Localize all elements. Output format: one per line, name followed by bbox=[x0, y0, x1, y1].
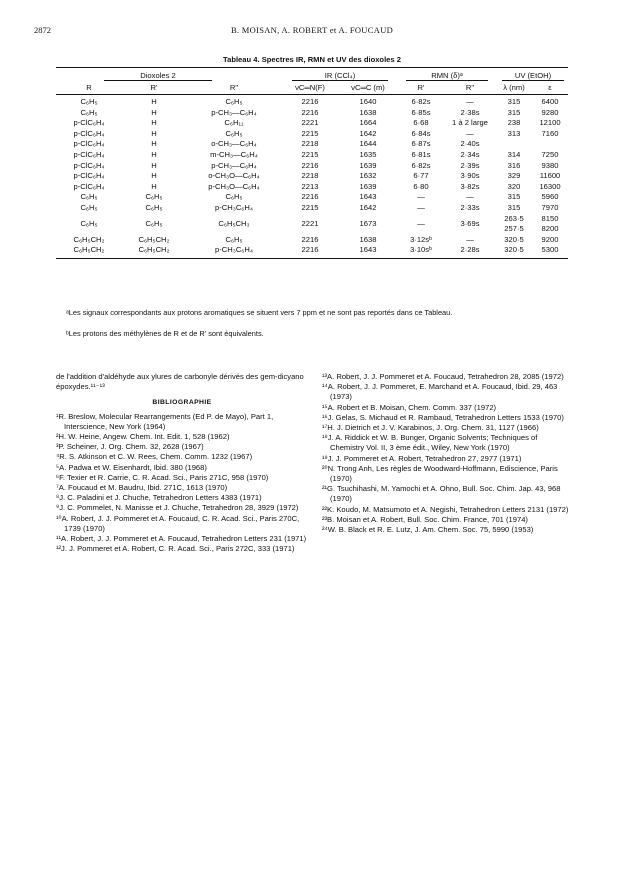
table-bottom-rule bbox=[56, 258, 568, 259]
table-row bbox=[56, 214, 568, 235]
cell: C₆H₅ bbox=[80, 218, 98, 228]
cell: H bbox=[151, 107, 157, 117]
bibliography-heading: BIBLIOGRAPHIE bbox=[152, 399, 212, 407]
cell: 12100 bbox=[539, 118, 561, 128]
cell: 9280 bbox=[541, 107, 559, 117]
cell: 320 bbox=[507, 181, 521, 191]
col-header: R' bbox=[150, 83, 158, 92]
table-row bbox=[56, 182, 568, 193]
cell: H bbox=[151, 118, 157, 128]
reference-item: ⁴R. S. Atkinson et C. W. Rees, Chem. Comm. 1232 (1967) bbox=[56, 452, 253, 462]
cell: 1673 bbox=[359, 218, 377, 228]
table-body bbox=[56, 97, 568, 214]
cell: C₆H₅CH₂ bbox=[138, 234, 170, 244]
cell: 1638 bbox=[359, 234, 377, 244]
cell: 3·69s bbox=[460, 218, 480, 228]
reference-item: ¹⁹J. J. Pommeret et A. Robert, Tetrahedron 27, 2977 (1971) bbox=[322, 453, 522, 463]
cell: 2216 bbox=[301, 160, 319, 170]
cell: H bbox=[151, 171, 157, 181]
reference-item: ²⁴W. B. Black et R. E. Lutz, J. Am. Chem. Soc. 75, 5990 (1953) bbox=[322, 525, 534, 535]
table-row bbox=[56, 129, 568, 140]
reference-item: ³P. Scheiner, J. Org. Chem. 32, 2628 (1967) bbox=[56, 442, 204, 452]
group-header-uv: UV (EtOH) bbox=[502, 71, 564, 81]
reference-item: ⁶F. Texier et R. Carrie, C. R. Acad. Sci., Paris 271C, 958 (1970) bbox=[56, 472, 269, 482]
cell: 2218 bbox=[301, 139, 319, 149]
cell: p-ClC₆H₄ bbox=[73, 160, 105, 170]
cell: H bbox=[151, 149, 157, 159]
cell: 2·28s bbox=[460, 245, 480, 255]
cell: p-ClC₆H₄ bbox=[73, 118, 105, 128]
cell: 6·80 bbox=[413, 181, 429, 191]
reference-item: ⁵A. Padwa et W. Eisenhardt, Ibid. 380 (1968) bbox=[56, 462, 207, 472]
cell: C₆H₅ bbox=[145, 202, 163, 212]
cell: 1642 bbox=[359, 128, 377, 138]
right-column bbox=[322, 372, 570, 535]
cell: 2216 bbox=[301, 234, 319, 244]
reference-item: ²H. W. Heine, Angew. Chem. Int. Edit. 1, 528 (1962) bbox=[56, 432, 230, 442]
cell: H bbox=[151, 139, 157, 149]
cell: p-ClC₆H₄ bbox=[73, 139, 105, 149]
cell: 1643 bbox=[359, 192, 377, 202]
reference-item: ¹⁷H. J. Dietrich et J. V. Karabinos, J. Org. Chem. 31, 1127 (1966) bbox=[322, 423, 539, 433]
cell: p-ClC₆H₄ bbox=[73, 171, 105, 181]
reference-item: ⁸J. C. Paladini et J. Chuche, Tetrahedron Letters 4383 (1971) bbox=[56, 493, 262, 503]
cell: C₆H₅ bbox=[225, 97, 243, 106]
cell: 11600 bbox=[539, 171, 561, 181]
cell: — bbox=[466, 97, 474, 106]
cell: 7160 bbox=[541, 128, 559, 138]
reference-item: ¹¹A. Robert, J. J. Pommeret et A. Foucaud, Tetrahedron Letters 231 (1971) bbox=[56, 534, 307, 544]
cell: 2221 bbox=[301, 118, 319, 128]
reference-item: ²³B. Moisan et A. Robert, Bull. Soc. Chim. France, 701 (1974) bbox=[322, 514, 528, 524]
cell: m-CH₃—C₆H₄ bbox=[210, 149, 258, 159]
cell: 1640 bbox=[359, 97, 377, 106]
cell: 7970 bbox=[541, 202, 559, 212]
cell: p-ClC₆H₄ bbox=[73, 128, 105, 138]
cell: — bbox=[466, 192, 474, 202]
reference-item: ¹⁸J. A. Riddick et W. B. Bunger, Organic Solvents; Techniques of Chemistry Vol. II, 3 ème édit., Wiley, New York (1970) bbox=[322, 433, 538, 453]
left-column bbox=[56, 372, 308, 554]
cell: o-CH₃O—C₆H₄ bbox=[208, 171, 260, 181]
cell: C₆H₅ bbox=[145, 218, 163, 228]
cell: C₆H₅CH₂ bbox=[138, 245, 170, 255]
reference-item: ⁹J. C. Pommelet, N. Manisse et J. Chuche, Tetrahedron 28, 3929 (1972) bbox=[56, 503, 299, 513]
reference-item: ¹⁶J. Gelas, S. Michaud et R. Rambaud, Tetrahedron Letters 1533 (1970) bbox=[322, 412, 564, 422]
group-header-rmn: RMN (δ)ᵃ bbox=[406, 71, 488, 81]
reference-item: ¹⁴A. Robert, J. J. Pommeret, E. Marchand et A. Foucaud, Ibid. 29, 463 (1973) bbox=[322, 382, 558, 402]
cell: C₆H₅ bbox=[225, 234, 243, 244]
col-header: νC═C (m) bbox=[351, 83, 385, 92]
reference-item: ¹⁵A. Robert et B. Moisan, Chem. Comm. 337 (1972) bbox=[322, 402, 497, 412]
table-row bbox=[56, 108, 568, 119]
cell: 3·12sᵇ bbox=[410, 234, 432, 244]
cell: 238 bbox=[507, 118, 521, 128]
cell: 3·82s bbox=[460, 181, 480, 191]
reference-item: ¹R. Breslow, Molecular Rearrangements (Ed P. de Mayo), Part 1, Interscience, New York (1964) bbox=[56, 411, 274, 431]
cell: C₆H₅ bbox=[145, 192, 163, 202]
cell: — bbox=[466, 128, 474, 138]
cell: C₆H₅ bbox=[225, 128, 243, 138]
cell: 5300 bbox=[541, 245, 559, 255]
table-row bbox=[56, 118, 568, 129]
cell: 6·84s bbox=[411, 128, 431, 138]
cell: 6·77 bbox=[413, 171, 429, 181]
cell: 315 bbox=[507, 97, 521, 106]
cell: 2216 bbox=[301, 107, 319, 117]
footnote-b: ᵇLes protons des méthylènes de R et de R' sont équivalents. bbox=[66, 329, 264, 338]
cell: 315 bbox=[507, 192, 521, 202]
table-body-end bbox=[56, 235, 568, 256]
table-row bbox=[56, 161, 568, 172]
cell: H bbox=[151, 128, 157, 138]
table-row bbox=[56, 245, 568, 256]
cell: H bbox=[151, 97, 157, 106]
reference-item: ¹³A. Robert, J. J. Pommeret et A. Foucaud, Tetrahedron 28, 2085 (1972) bbox=[322, 372, 564, 381]
cell: 2216 bbox=[301, 97, 319, 106]
cell: 7250 bbox=[541, 149, 559, 159]
cell: 1644 bbox=[359, 139, 377, 149]
cell: 1639 bbox=[359, 181, 377, 191]
col-header: νC═N(F) bbox=[295, 83, 325, 92]
cell: C₆H₅ bbox=[80, 97, 98, 106]
cell: C₆H₅ bbox=[80, 202, 98, 212]
running-head: B. MOISAN, A. ROBERT et A. FOUCAUD bbox=[230, 25, 394, 35]
cell: p-CH₃—C₆H₄ bbox=[211, 107, 257, 117]
cell: 2215 bbox=[301, 128, 319, 138]
reference-item: ²⁰N. Trong Anh, Les règles de Woodward-Hoffmann, Ediscience, Paris (1970) bbox=[322, 463, 558, 484]
cell: — bbox=[417, 192, 425, 202]
table-header-rule bbox=[56, 94, 568, 95]
cell: 2218 bbox=[301, 171, 319, 181]
cell: 2·33s bbox=[460, 202, 480, 212]
cell: C₆H₁₁ bbox=[224, 118, 244, 128]
col-header: R" bbox=[229, 83, 239, 92]
reference-item: ⁷A. Foucaud et M. Baudru, Ibid. 271C, 1613 (1970) bbox=[56, 483, 228, 493]
cell: p-CH₃C₆H₄ bbox=[215, 202, 253, 212]
cell: 2221 bbox=[301, 218, 319, 228]
cell: 8200 bbox=[541, 224, 559, 234]
cell: 8150 bbox=[541, 213, 559, 223]
cell: 6·85s bbox=[411, 107, 431, 117]
cell: 314 bbox=[507, 149, 521, 159]
cell: 2215 bbox=[301, 149, 319, 159]
cell: 1643 bbox=[359, 245, 377, 255]
body-paragraph: de l'addition d'aldéhyde aux ylures de carbonyle dérivés des gem-dicyano époxydes.¹¹⁻¹³ bbox=[56, 372, 304, 392]
cell: 320·5 bbox=[504, 245, 524, 255]
cell: H bbox=[151, 160, 157, 170]
cell: 2213 bbox=[301, 181, 319, 191]
spectra-table bbox=[56, 67, 568, 259]
cell: 9380 bbox=[541, 160, 559, 170]
col-header: ε bbox=[548, 83, 552, 92]
cell: 2·39s bbox=[460, 160, 480, 170]
cell: 6·81s bbox=[411, 149, 431, 159]
cell: 6400 bbox=[541, 97, 559, 106]
col-header: R bbox=[86, 83, 92, 92]
group-header-ir: IR (CCl₄) bbox=[292, 71, 388, 81]
table-group-header bbox=[56, 71, 568, 82]
reference-list-left bbox=[56, 412, 308, 555]
cell: 315 bbox=[507, 202, 521, 212]
cell: 6·87s bbox=[411, 139, 431, 149]
cell: 1635 bbox=[359, 149, 377, 159]
col-header: λ (nm) bbox=[503, 83, 525, 92]
cell: 315 bbox=[507, 107, 521, 117]
cell: p-CH₃C₆H₄ bbox=[215, 245, 253, 255]
cell: 2·34s bbox=[460, 149, 480, 159]
reference-item: ²²K. Koudo, M. Matsumoto et A. Negishi, Tetrahedron Letters 2131 (1972) bbox=[322, 504, 569, 514]
cell: C₆H₅ bbox=[80, 107, 98, 117]
reference-item: ¹⁰A. Robert, J. J. Pommeret et A. Foucaud, C. R. Acad. Sci., Paris 270C, 1739 (1970) bbox=[56, 513, 300, 533]
cell: 1632 bbox=[359, 171, 377, 181]
cell: 2·38s bbox=[460, 107, 480, 117]
footnote-a: ᵃLes signaux correspondants aux protons aromatiques se situent vers 7 ppm et ne sont pas reportés dans ce Tableau. bbox=[66, 308, 453, 317]
cell: 263·5 bbox=[504, 213, 524, 223]
reference-item: ²¹G. Tsuchihashi, M. Yamochi et A. Ohno, Bull. Soc. Chim. Jap. 43, 968 (1970) bbox=[322, 484, 561, 504]
cell: 329 bbox=[507, 171, 521, 181]
cell: 6·82s bbox=[411, 160, 431, 170]
cell: C₆H₅CH₃ bbox=[218, 218, 250, 228]
cell: 320·5 bbox=[504, 234, 524, 244]
cell: 1639 bbox=[359, 160, 377, 170]
table-column-headers bbox=[56, 82, 568, 94]
cell: C₆H₅CH₂ bbox=[73, 245, 105, 255]
cell: 9200 bbox=[541, 234, 559, 244]
page-header bbox=[0, 25, 624, 39]
cell: C₆H₅ bbox=[80, 192, 98, 202]
cell: 2216 bbox=[301, 245, 319, 255]
cell: — bbox=[417, 202, 425, 212]
cell: 16300 bbox=[539, 181, 561, 191]
cell: 1638 bbox=[359, 107, 377, 117]
cell: p-CH₃O—C₆H₄ bbox=[208, 181, 260, 191]
table-row bbox=[56, 235, 568, 246]
cell: 6·68 bbox=[413, 118, 429, 128]
cell: 2216 bbox=[301, 192, 319, 202]
reference-list-right bbox=[322, 372, 570, 535]
cell: p-ClC₆H₄ bbox=[73, 149, 105, 159]
reference-item: ¹²J. J. Pommeret et A. Robert, C. R. Acad. Sci., Paris 272C, 333 (1971) bbox=[56, 544, 295, 554]
cell: 2·40s bbox=[460, 139, 480, 149]
table-top-rule bbox=[56, 67, 568, 68]
cell: p-ClC₆H₄ bbox=[73, 181, 105, 191]
cell: 1 à 2 large bbox=[452, 118, 488, 128]
cell: H bbox=[151, 181, 157, 191]
cell: 5960 bbox=[541, 192, 559, 202]
cell: 257·5 bbox=[504, 224, 524, 234]
group-header-dioxoles: Dioxoles 2 bbox=[104, 71, 212, 81]
cell: C₆H₅ bbox=[225, 192, 243, 202]
cell: p-CH₃—C₆H₄ bbox=[211, 160, 257, 170]
col-header: R' bbox=[417, 83, 425, 92]
cell: C₆H₅CH₂ bbox=[73, 234, 105, 244]
cell: 6·82s bbox=[411, 97, 431, 106]
table-row bbox=[56, 97, 568, 108]
cell: — bbox=[417, 218, 425, 228]
table-row bbox=[56, 139, 568, 150]
page-number: 2872 bbox=[34, 25, 51, 35]
cell: 3·90s bbox=[460, 171, 480, 181]
cell: o-CH₃—C₆H₄ bbox=[211, 139, 257, 149]
table-caption: Tableau 4. Spectres IR, RMN et UV des dioxoles 2 bbox=[223, 55, 401, 64]
cell: 1642 bbox=[359, 202, 377, 212]
table-row bbox=[56, 203, 568, 214]
cell: 1664 bbox=[359, 118, 377, 128]
cell: 313 bbox=[507, 128, 521, 138]
cell: 2215 bbox=[301, 202, 319, 212]
cell: — bbox=[466, 234, 474, 244]
col-header: R" bbox=[465, 83, 475, 92]
cell: 316 bbox=[507, 160, 521, 170]
table-row bbox=[56, 192, 568, 203]
table-row bbox=[56, 150, 568, 161]
cell: 3·10sᵇ bbox=[410, 245, 432, 255]
table-row bbox=[56, 171, 568, 182]
